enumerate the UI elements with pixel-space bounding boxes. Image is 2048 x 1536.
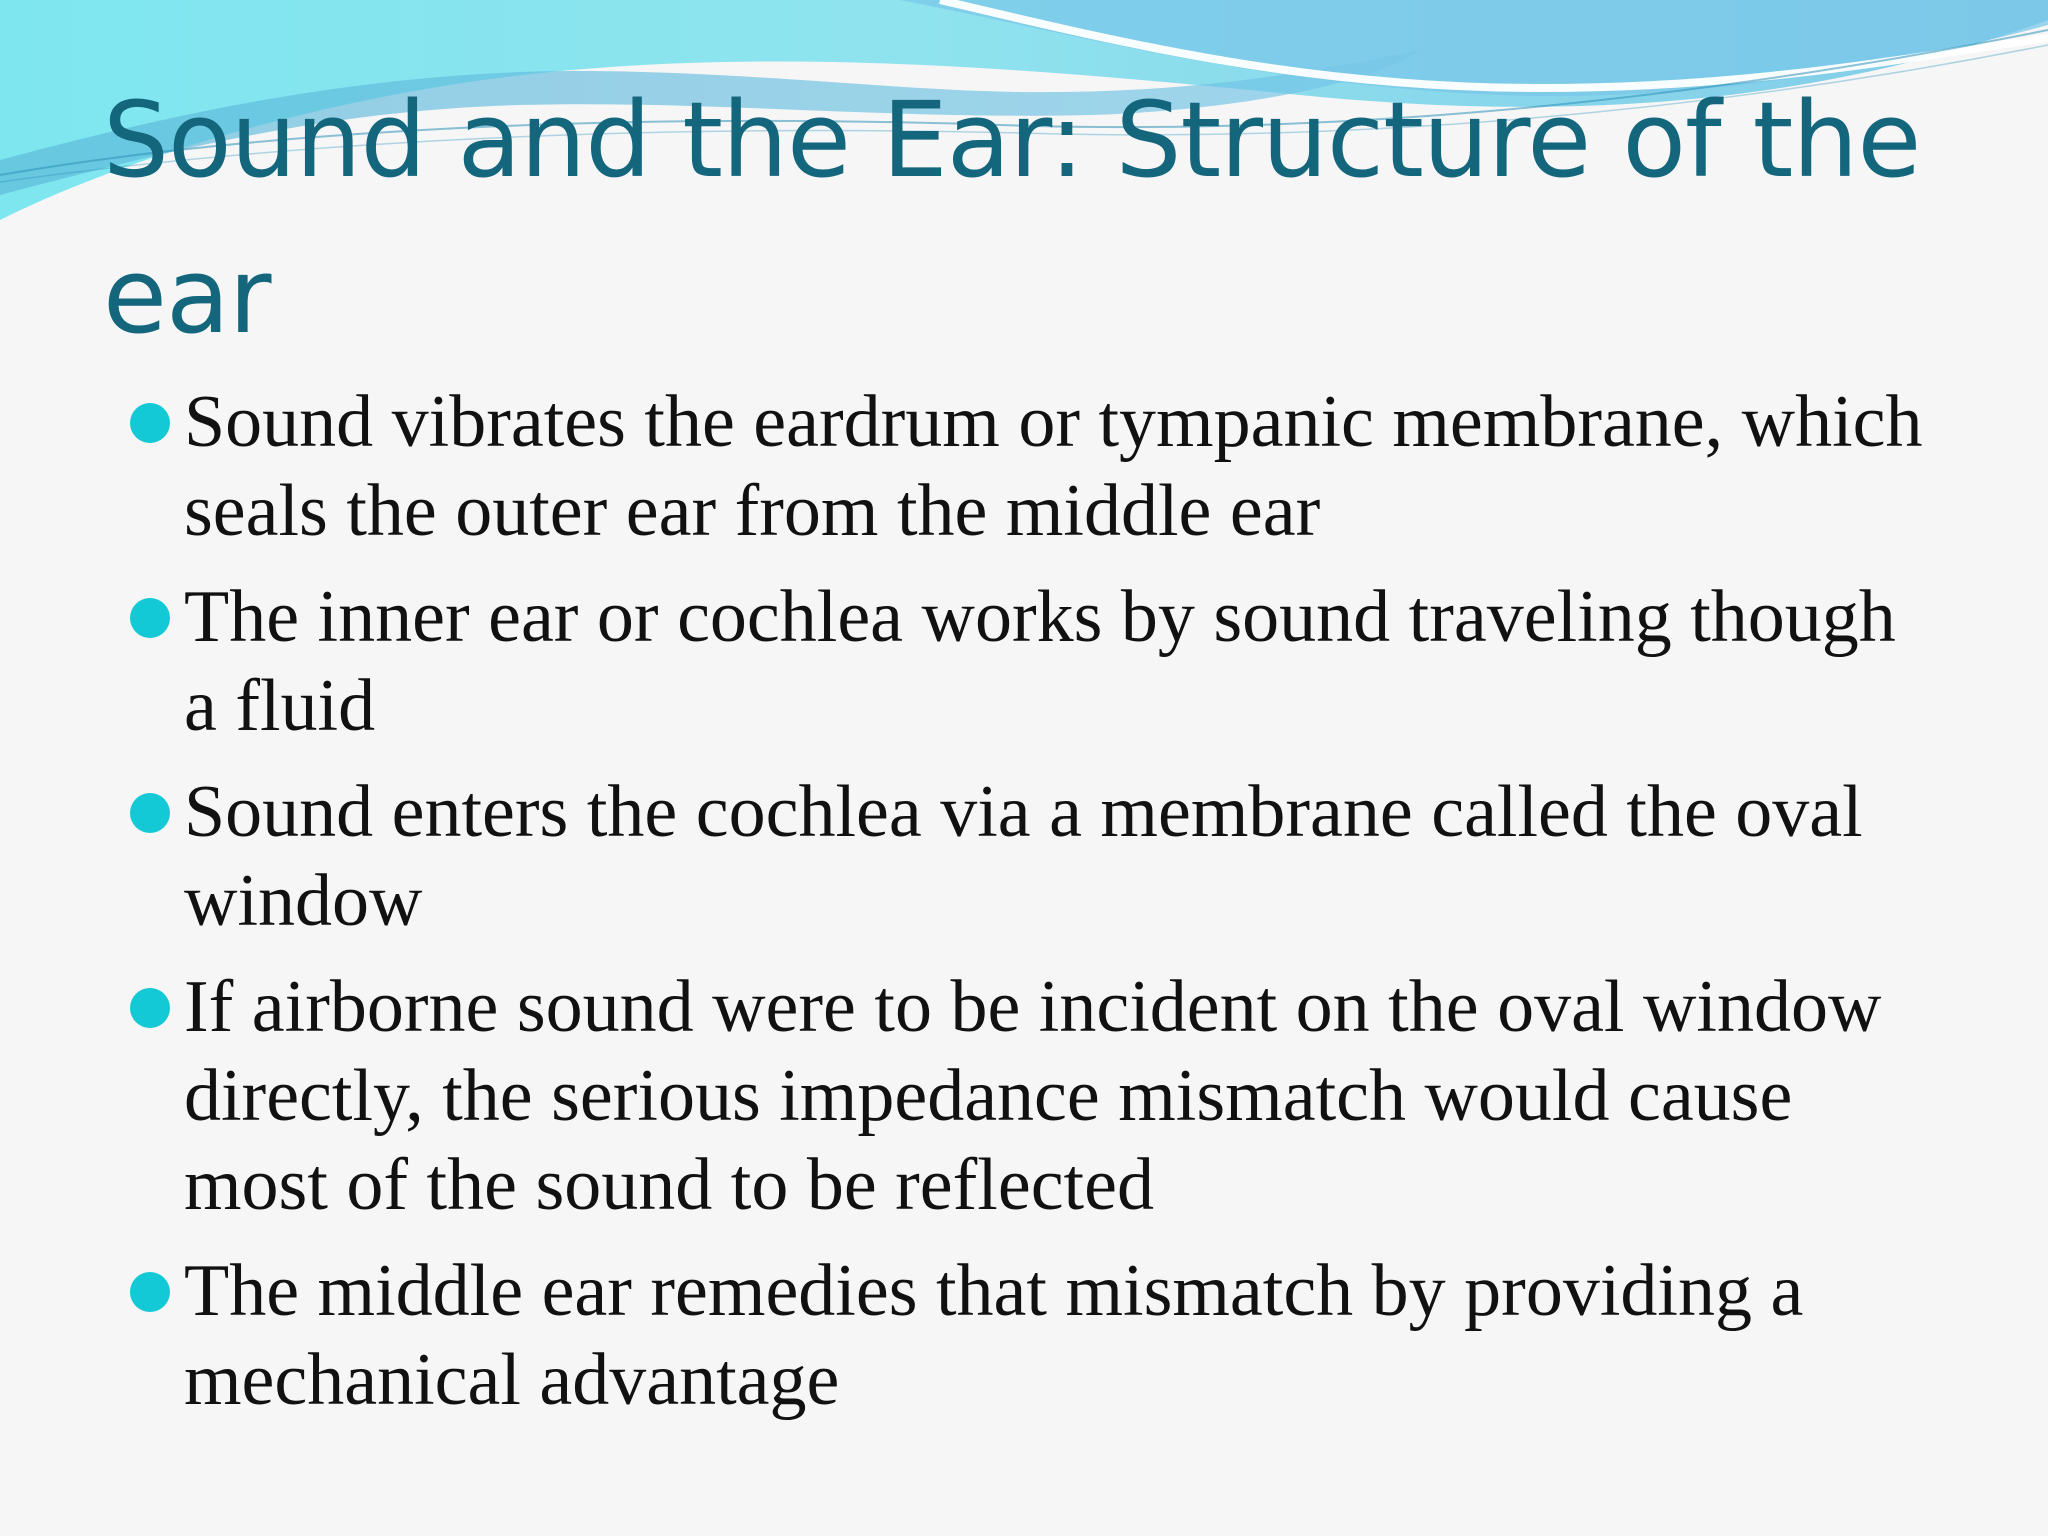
bullet-text: The inner ear or cochlea works by sound traveling though a fluid [184,576,1896,747]
bullet-dot-icon [130,793,170,833]
bullet-list [130,378,1930,1442]
bullet-item [130,963,1930,1230]
bullet-text: If airborne sound were to be incident on the oval window directly, the serious impedance mismatch would cause most of the sound to be reflected [184,966,1882,1226]
bullet-dot-icon [130,988,170,1028]
bullet-dot-icon [130,403,170,443]
bullet-text: Sound enters the cochlea via a membrane called the oval window [184,771,1863,942]
bullet-item [130,378,1930,556]
bullet-item [130,768,1930,946]
slide-title: Sound and the Ear: Structure of the ear [103,79,1921,357]
bullet-dot-icon [130,598,170,638]
bullet-item [130,573,1930,751]
bullet-text: Sound vibrates the eardrum or tympanic membrane, which seals the outer ear from the middle ear [184,381,1923,552]
bullet-text: The middle ear remedies that mismatch by providing a mechanical advantage [184,1250,1804,1421]
bullet-dot-icon [130,1272,170,1312]
bullet-item [130,1247,1930,1425]
